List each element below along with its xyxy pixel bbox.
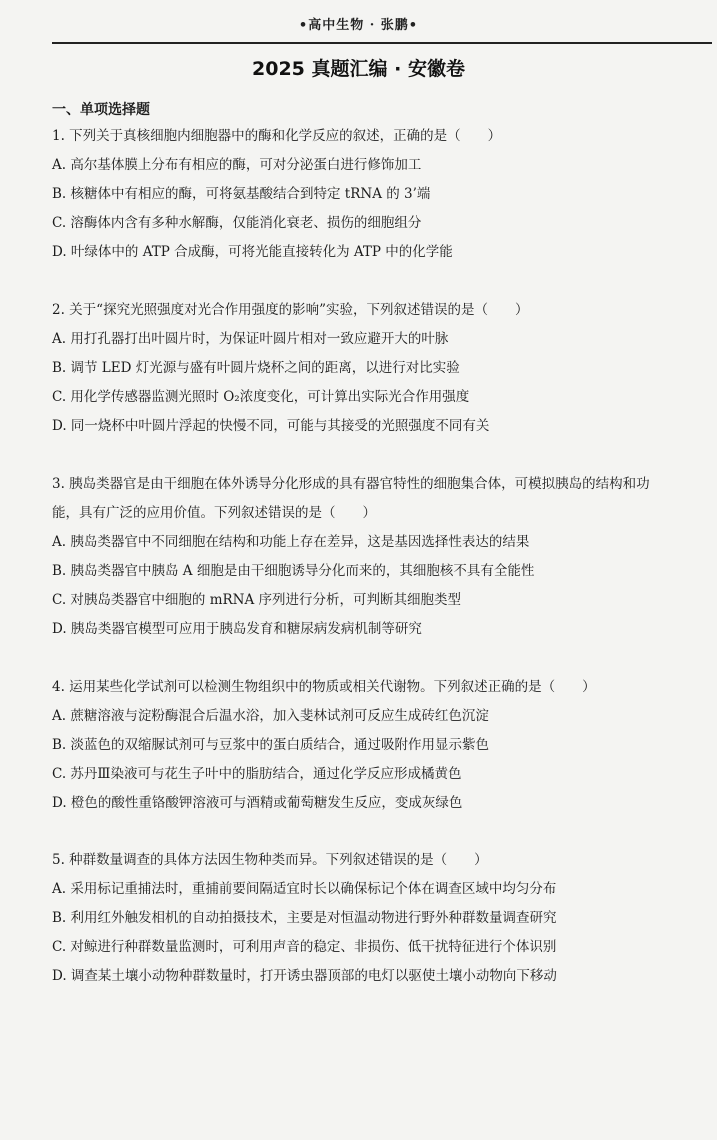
- question-5-option-b: B. 利用红外触发相机的自动拍摄技术，主要是对恒温动物进行野外种群数量调查研究: [52, 910, 557, 926]
- question-3-option-d: D. 胰岛类器官模型可应用于胰岛发育和糖尿病发病机制等研究: [52, 621, 422, 637]
- question-4-option-a: A. 蔗糖溶液与淀粉酶混合后温水浴，加入斐林试剂可反应生成砖红色沉淀: [52, 708, 489, 724]
- header-watermark: •高中生物 · 张鹏•: [298, 18, 419, 33]
- question-4-stem: 4. 运用某些化学试剂可以检测生物组织中的物质或相关代谢物。下列叙述正确的是（ ）: [52, 679, 596, 695]
- question-1-stem: 1. 下列关于真核细胞内细胞器中的酶和化学反应的叙述，正确的是（ ）: [52, 128, 502, 144]
- question-3-option-b: B. 胰岛类器官中胰岛 A 细胞是由干细胞诱导分化而来的，其细胞核不具有全能性: [52, 563, 535, 579]
- question-5-option-a: A. 采用标记重捕法时，重捕前要间隔适宜时长以确保标记个体在调查区域中均匀分布: [52, 881, 557, 897]
- question-1-option-d: D. 叶绿体中的 ATP 合成酶，可将光能直接转化为 ATP 中的化学能: [52, 244, 453, 260]
- question-1-option-a: A. 高尔基体膜上分布有相应的酶，可对分泌蛋白进行修饰加工: [52, 157, 422, 173]
- question-3-option-a: A. 胰岛类器官中不同细胞在结构和功能上存在差异，这是基因选择性表达的结果: [52, 534, 530, 550]
- header-divider: [52, 42, 712, 44]
- question-5-option-c: C. 对鲸进行种群数量监测时，可利用声音的稳定、非损伤、低干扰特征进行个体识别: [52, 939, 557, 955]
- question-2-option-a: A. 用打孔器打出叶圆片时，为保证叶圆片相对一致应避开大的叶脉: [52, 331, 449, 347]
- section-heading: 一、单项选择题: [52, 102, 150, 118]
- question-4-option-c: C. 苏丹Ⅲ染液可与花生子叶中的脂肪结合，通过化学反应形成橘黄色: [52, 766, 462, 782]
- question-3-stem-line-2: 能，具有广泛的应用价值。下列叙述错误的是（ ）: [52, 505, 376, 521]
- question-4-option-b: B. 淡蓝色的双缩脲试剂可与豆浆中的蛋白质结合，通过吸附作用显示紫色: [52, 737, 490, 753]
- question-4-option-d: D. 橙色的酸性重铬酸钾溶液可与酒精或葡萄糖发生反应，变成灰绿色: [52, 795, 463, 811]
- question-1-option-b: B. 核糖体中有相应的酶，可将氨基酸结合到特定 tRNA 的 3’端: [52, 186, 431, 202]
- question-1-option-c: C. 溶酶体内含有多种水解酶，仅能消化衰老、损伤的细胞组分: [52, 215, 422, 231]
- question-3-option-c: C. 对胰岛类器官中细胞的 mRNA 序列进行分析，可判断其细胞类型: [52, 592, 462, 608]
- question-2-option-b: B. 调节 LED 灯光源与盛有叶圆片烧杯之间的距离，以进行对比实验: [52, 360, 460, 376]
- question-3-stem-line-1: 3. 胰岛类器官是由干细胞在体外诱导分化形成的具有器官特性的细胞集合体，可模拟胰岛的结构和功: [52, 476, 650, 492]
- question-2-option-c: C. 用化学传感器监测光照时 O₂浓度变化，可计算出实际光合作用强度: [52, 389, 470, 405]
- question-2-option-d: D. 同一烧杯中叶圆片浮起的快慢不同，可能与其接受的光照强度不同有关: [52, 418, 490, 434]
- question-5-stem: 5. 种群数量调查的具体方法因生物种类而异。下列叙述错误的是（ ）: [52, 852, 488, 868]
- question-5-option-d: D. 调查某土壤小动物种群数量时，打开诱虫器顶部的电灯以驱使土壤小动物向下移动: [52, 968, 557, 984]
- question-2-stem: 2. 关于“探究光照强度对光合作用强度的影响”实验，下列叙述错误的是（ ）: [52, 302, 529, 318]
- page-title: 2025 真题汇编 · 安徽卷: [252, 58, 465, 80]
